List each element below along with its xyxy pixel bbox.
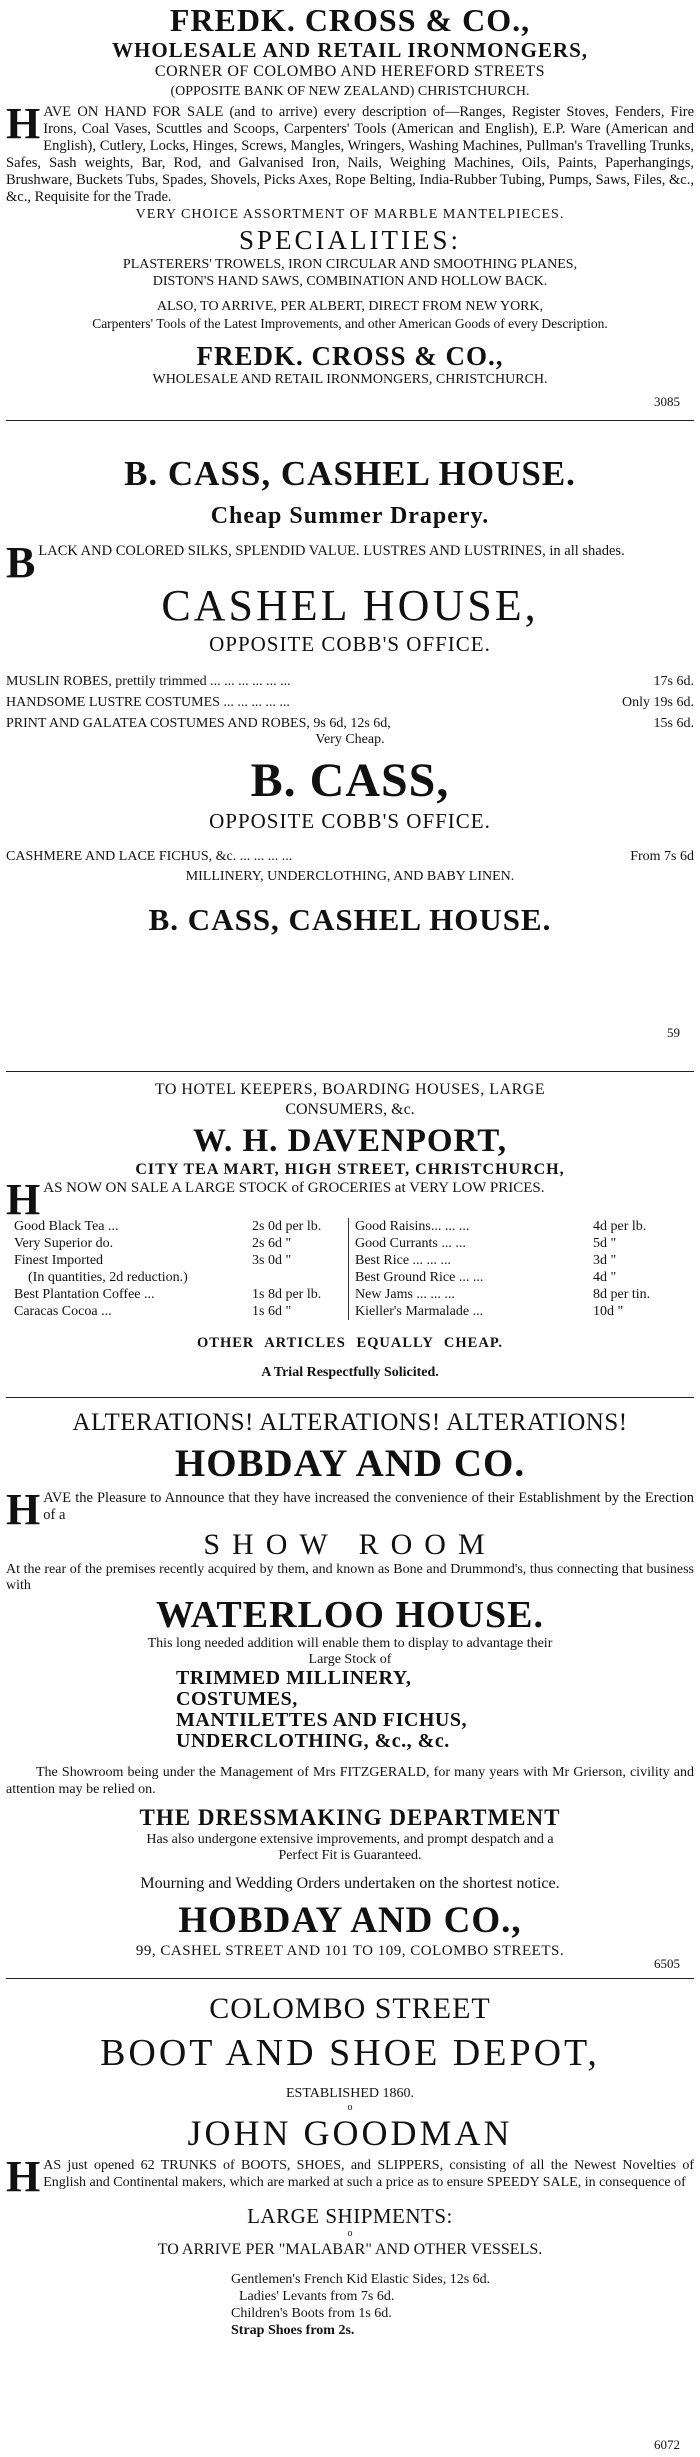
list-item: MANTILETTES AND FICHUS, [176,1709,468,1731]
b-cass-heading: B. CASS, [250,754,450,807]
list-item: Children's Boots from 1s 6d. [231,2306,392,2321]
list-item: COSTUMES, [176,1688,298,1710]
price-list [6,673,694,748]
show-room-heading: SHOW ROOM [203,1528,497,1561]
arrive-line-2: Carpenters' Tools of the Latest Improvements, and other American Goods of every Description. [92,316,608,331]
cashel-house-heading: CASHEL HOUSE, [161,581,539,630]
price-row: New Jams ... ... ... 8d per tin. [355,1287,651,1302]
footer-title: FREDK. CROSS & CO., [196,341,504,371]
proprietor-heading: JOHN GOODMAN [187,2113,513,2153]
footer-address: 99, CASHEL STREET AND 101 TO 109, COLOMBO STREETS. [135,1943,565,1959]
undergone-line-2: Perfect Fit is Guaranteed. [278,1848,422,1863]
price-row: Finest Imported 3s 0d " [14,1253,292,1268]
stock-list [176,1668,694,1752]
ad-john-goodman [6,1979,694,2457]
ad-davenport [6,1072,694,1397]
body-text: LACK AND COLORED SILKS, SPLENDID VALUE. LUSTRES AND LUSTRINES, in all shades. [38,543,625,559]
ad-fredk-cross [6,0,694,420]
ad-subtitle: WHOLESALE AND RETAIL IRONMONGERS, [111,38,589,62]
trial-line: A Trial Respectfully Solicited. [261,1365,439,1380]
price-item: PRINT AND GALATEA COSTUMES AND ROBES, 9s 6d, 12s 6d, 15s 6d. [6,716,694,731]
specialities-heading: SPECIALITIES: [238,225,461,255]
intro-line-1: TO HOTEL KEEPERS, BOARDING HOUSES, LARGE [154,1081,546,1098]
enable-line-2: Large Stock of [308,1652,392,1667]
ad-subtitle: Cheap Summer Drapery. [210,503,490,529]
dropcap: H [6,2152,41,2201]
body-text: AVE ON HAND FOR SALE (and to arrive) every description of—Ranges, Register Stoves, Fenders, Fire Irons, Coal Vases, Scuttles and Scoops, Carpenters' Tools (American and English), E.P. Ware (American and English), Cutlery, Locks, Hinges, Screws, Mangles, Wringers, Washing Machines, Pullman's Travelling Trunks, Safes, Sash weights, Bar, Rod, and Galvanised Iron, Nails, Weighing Machines, Oils, Paints, Paperhangings, Brushware, Buckets Tubs, Spades, Shovels, Picks Axes, Rope Belting, India-Rubber Tubing, Pumps, Saws, Files, &c., &c., Requisite for the Trade. [6,104,694,205]
ad-title: HOBDAY AND CO. [174,1442,526,1485]
dropcap: H [6,1175,41,1224]
grocery-price-table [14,1218,694,1320]
depot-heading: BOOT AND SHOE DEPOT, [100,2032,600,2074]
premises-text: At the rear of the premises recently acquired by them, and known as Bone and Drummond's, thus connecting that business with [6,1562,694,1593]
ad-body [6,1175,694,1224]
serial-number: 6505 [654,1956,680,1971]
price-row: Good Currants ... ... 5d " [355,1236,617,1251]
price-column-left [14,1218,349,1320]
ad-subtitle: CITY TEA MART, HIGH STREET, CHRISTCHURCH, [135,1161,565,1178]
opposite-line-2: OPPOSITE COBB'S OFFICE. [209,809,491,833]
ad-body [6,99,694,206]
footer-subtitle: WHOLESALE AND RETAIL IRONMONGERS, CHRISTCHURCH. [152,372,548,387]
showroom-text: The Showroom being under the Management of Mrs FITZGERALD, for many years with Mr Grierson, civility and attention may be relied on. [6,1765,694,1797]
list-item: Gentlemen's French Kid Elastic Sides, 12s 6d. [231,2272,491,2287]
list-item: Strap Shoes from 2s. [231,2323,355,2338]
other-articles: OTHER ARTICLES EQUALLY CHEAP. [197,1335,503,1351]
serial-number: 3085 [654,394,680,409]
intro-line-2: CONSUMERS, &c. [285,1101,415,1118]
price-row: Kieller's Marmalade ... 10d " [355,1304,624,1319]
very-cheap: Very Cheap. [315,732,385,747]
arrive-line: TO ARRIVE PER "MALABAR" AND OTHER VESSELS. [157,2241,543,2258]
newspaper-page [6,0,694,2457]
price-row: (In quantities, 2d reduction.) [28,1270,188,1285]
list-item: UNDERCLOTHING, &c., &c. [176,1730,450,1752]
price-row: Good Raisins... ... ... 4d per lb. [355,1219,647,1234]
list-item: Ladies' Levants from 7s 6d. [239,2289,395,2304]
ad-body [6,538,694,587]
footer-title: B. CASS, CASHEL HOUSE. [148,902,552,937]
price-row: Good Black Tea ... 2s 0d per lb. [14,1219,322,1234]
footer-title: HOBDAY AND CO., [178,1900,522,1941]
ad-hobday [6,1398,694,1978]
opposite-line: OPPOSITE COBB'S OFFICE. [209,632,491,656]
price-item: MUSLIN ROBES, prettily trimmed ... ... ... ... ... ... 17s 6d. [6,674,694,689]
separator-o: o [347,2228,353,2239]
serial-number: 6072 [654,2437,680,2452]
boot-price-list [231,2271,694,2339]
choice-line: VERY CHOICE ASSORTMENT OF MARBLE MANTELPIECES. [135,207,565,222]
millinery-line: MILLINERY, UNDERCLOTHING, AND BABY LINEN. [185,869,515,884]
ad-title: FREDK. CROSS & CO., [169,2,531,38]
ad-body [6,2152,694,2201]
cashmere-item: CASHMERE AND LACE FICHUS, &c. ... ... ... ... From 7s 6d [6,849,694,864]
mourning-line: Mourning and Wedding Orders undertaken on the shortest notice. [140,1875,560,1892]
ad-title: W. H. DAVENPORT, [192,1123,508,1159]
dressmaking-heading: THE DRESSMAKING DEPARTMENT [139,1805,561,1830]
enable-line-1: This long needed addition will enable them to display to advantage their [147,1636,553,1651]
waterloo-heading: WATERLOO HOUSE. [155,1594,545,1636]
ad-address-note: (OPPOSITE BANK OF NEW ZEALAND) CHRISTCHURCH. [170,84,530,99]
ad-b-cass [6,421,694,1071]
price-column-right [349,1218,685,1320]
price-row: Very Superior do. 2s 6d " [14,1236,292,1251]
price-item: HANDSOME LUSTRE COSTUMES ... ... ... ... ... Only 19s 6d. [6,695,694,710]
ad-title: B. CASS, CASHEL HOUSE. [124,454,576,493]
body-text: AS NOW ON SALE A LARGE STOCK of GROCERIES at VERY LOW PRICES. [43,1180,545,1196]
street-heading: COLOMBO STREET [209,1992,491,2025]
alterations-heading: ALTERATIONS! ALTERATIONS! ALTERATIONS! [72,1409,628,1436]
price-row: Best Ground Rice ... ... 4d " [355,1270,617,1285]
price-row: Best Plantation Coffee ... 1s 8d per lb. [14,1287,322,1302]
separator-o: o [347,2102,353,2113]
dropcap: H [6,99,41,148]
body-text: AVE the Pleasure to Announce that they have increased the convenience of their Establishment by the Erection of a [43,1490,694,1523]
shipments-heading: LARGE SHIPMENTS: [247,2204,453,2228]
dropcap: H [6,1485,41,1534]
undergone-line-1: Has also undergone extensive improvements, and prompt despatch and a [146,1832,554,1847]
ad-address: CORNER OF COLOMBO AND HEREFORD STREETS [154,63,546,80]
ad-body [6,1485,694,1534]
established-line: ESTABLISHED 1860. [286,2086,414,2101]
serial-number: 59 [667,1025,680,1040]
price-row: Best Rice ... ... ... 3d " [355,1253,617,1268]
body-text: AS just opened 62 TRUNKS of BOOTS, SHOES, and SLIPPERS, consisting of all the Newest Novelties of English and Continental makers, which are marked at such a price as to ensure SPEEDY SALE, in consequence of [43,2158,694,2190]
list-item: TRIMMED MILLINERY, [176,1667,412,1689]
arrive-line-1: ALSO, TO ARRIVE, PER ALBERT, DIRECT FROM NEW YORK, [156,299,544,314]
dropcap: B [6,538,36,587]
specialities-line-2: DISTON'S HAND SAWS, COMBINATION AND HOLLOW BACK. [152,274,548,289]
specialities-line-1: PLASTERERS' TROWELS, IRON CIRCULAR AND SMOOTHING PLANES, [122,257,578,272]
price-row: Caracas Cocoa ... 1s 6d " [14,1304,292,1319]
